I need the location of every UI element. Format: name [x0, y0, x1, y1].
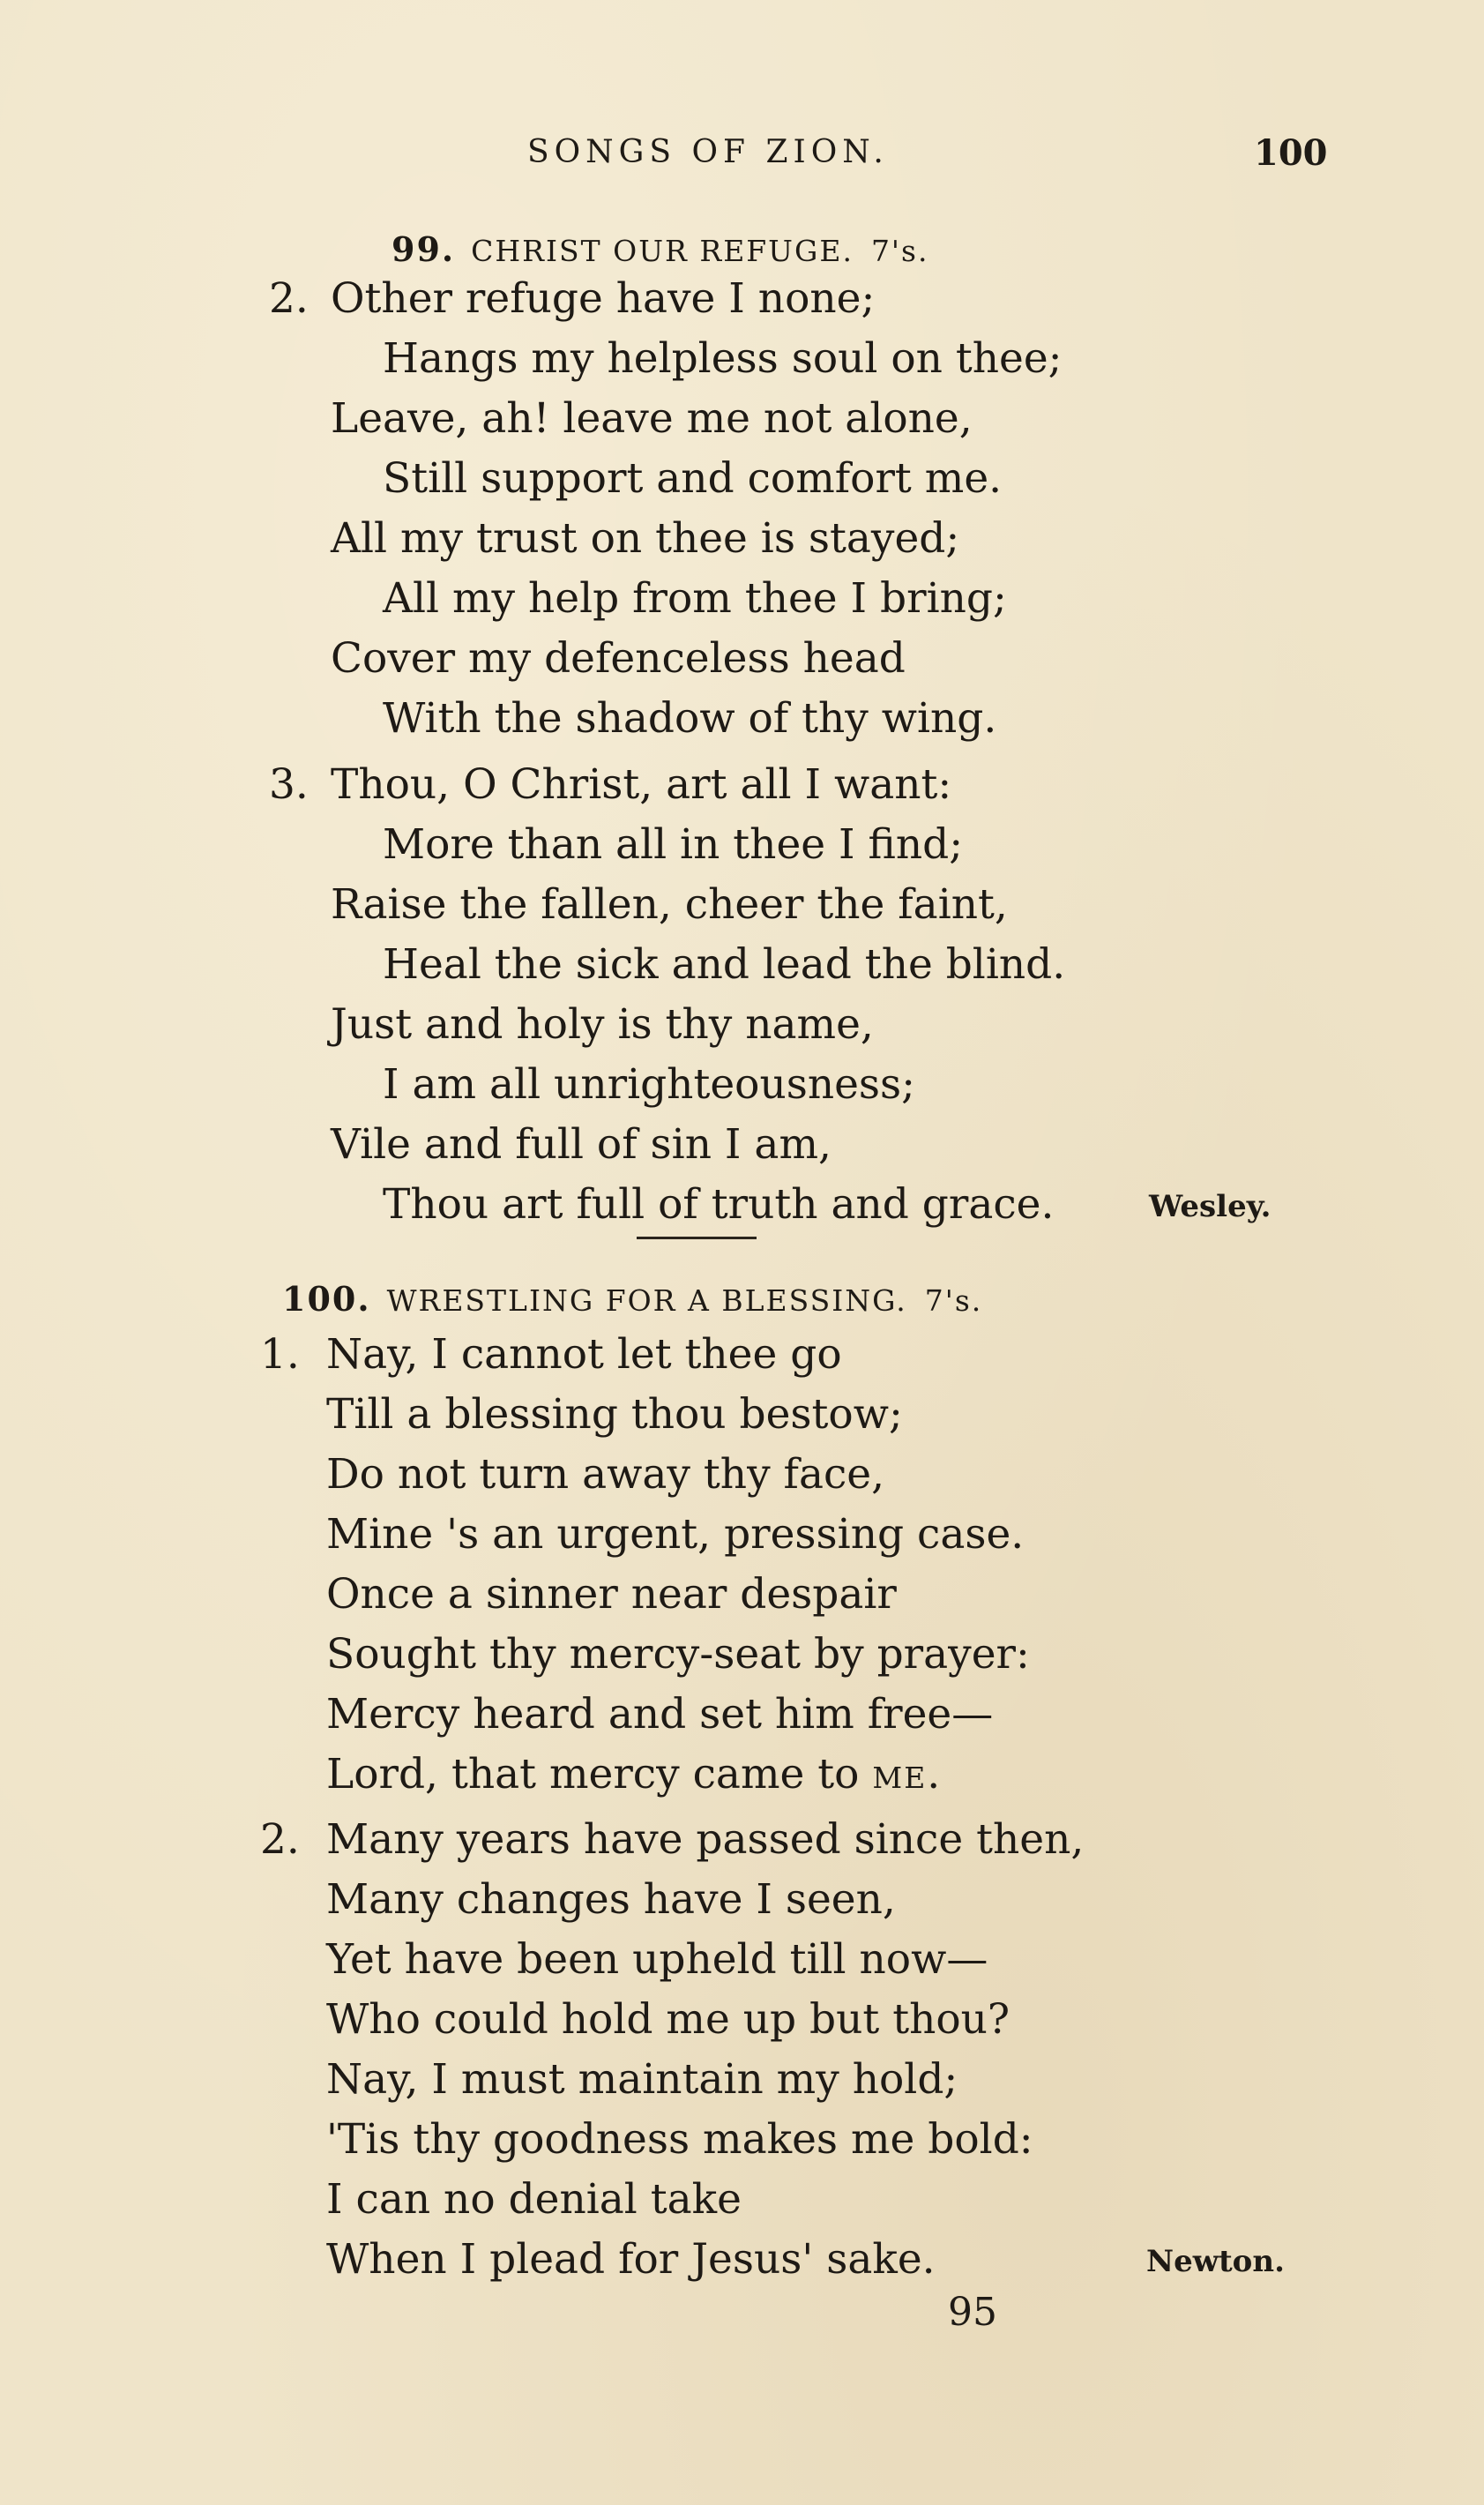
- hymn-author: Wesley.: [1149, 1189, 1271, 1224]
- running-head-hymn-number: 100: [1254, 132, 1328, 174]
- verse-line: Mercy heard and set him free—: [326, 1690, 994, 1739]
- hymn-title: CHRIST OUR REFUGE.: [471, 234, 854, 268]
- verse-line: Thou art full of truth and grace.: [383, 1180, 1055, 1229]
- verse-line: Nay, I must maintain my hold;: [326, 2055, 958, 2104]
- hymn-number: 100.: [282, 1279, 371, 1319]
- verse-line: Nay, I cannot let thee go: [326, 1330, 842, 1379]
- hymn-heading: [392, 229, 928, 269]
- verse-line: When I plead for Jesus' sake.: [326, 2235, 936, 2284]
- hymn-heading: [282, 1279, 982, 1319]
- verse-line: All my help from thee I bring;: [383, 574, 1007, 623]
- verse-line: Yet have been upheld till now—: [326, 1935, 988, 1984]
- verse-line: Many changes have I seen,: [326, 1875, 896, 1924]
- verse-line: Sought thy mercy-seat by prayer:: [326, 1630, 1030, 1679]
- verse-line-text: Lord, that mercy came to: [326, 1750, 860, 1798]
- verse-number: 3.: [269, 760, 309, 809]
- hymn-title: WRESTLING FOR A BLESSING.: [386, 1283, 907, 1318]
- running-head-title: SONGS OF ZION.: [527, 134, 889, 170]
- verse-line: Leave, ah! leave me not alone,: [331, 394, 973, 443]
- verse-line: Vile and full of sin I am,: [331, 1120, 831, 1169]
- verse-line: Mine 's an urgent, pressing case.: [326, 1510, 1025, 1559]
- verse-line: Once a sinner near despair: [326, 1570, 897, 1619]
- hymn-meter: 7's.: [870, 234, 929, 268]
- verse-line: I am all unrighteousness;: [383, 1060, 916, 1109]
- verse-line: Still support and comfort me.: [383, 454, 1003, 503]
- verse-line: Do not turn away thy face,: [326, 1450, 885, 1499]
- verse-line: [326, 1750, 942, 1798]
- verse-line: With the shadow of thy wing.: [383, 694, 997, 743]
- hymn-meter: 7's.: [924, 1283, 983, 1318]
- verse-line: Heal the sick and lead the blind.: [383, 940, 1066, 989]
- verse-number: 1.: [260, 1330, 300, 1379]
- verse-line: 'Tis thy goodness makes me bold:: [326, 2115, 1033, 2164]
- verse-number: 2.: [269, 274, 309, 323]
- verse-line: More than all in thee I find;: [383, 820, 964, 869]
- verse-line: Just and holy is thy name,: [331, 1000, 874, 1049]
- verse-line: I can no denial take: [326, 2175, 742, 2224]
- section-divider: [637, 1237, 757, 1239]
- verse-line: Raise the fallen, cheer the faint,: [331, 880, 1008, 929]
- verse-number: 2.: [260, 1815, 300, 1864]
- verse-line: Many years have passed since then,: [326, 1815, 1085, 1864]
- verse-line: Cover my defenceless head: [331, 634, 906, 683]
- running-head: [0, 134, 1484, 178]
- verse-line: Hangs my helpless soul on thee;: [383, 334, 1063, 383]
- small-caps-word: me.: [872, 1750, 943, 1798]
- verse-line: Thou, O Christ, art all I want:: [331, 760, 952, 809]
- page-number: 95: [948, 2290, 997, 2335]
- hymn-number: 99.: [392, 229, 456, 269]
- verse-line: Who could hold me up but thou?: [326, 1995, 1010, 2044]
- verse-line: Other refuge have I none;: [331, 274, 876, 323]
- verse-line: All my trust on thee is stayed;: [331, 514, 960, 563]
- hymn-author: Newton.: [1146, 2244, 1285, 2279]
- verse-line: Till a blessing thou bestow;: [326, 1390, 903, 1439]
